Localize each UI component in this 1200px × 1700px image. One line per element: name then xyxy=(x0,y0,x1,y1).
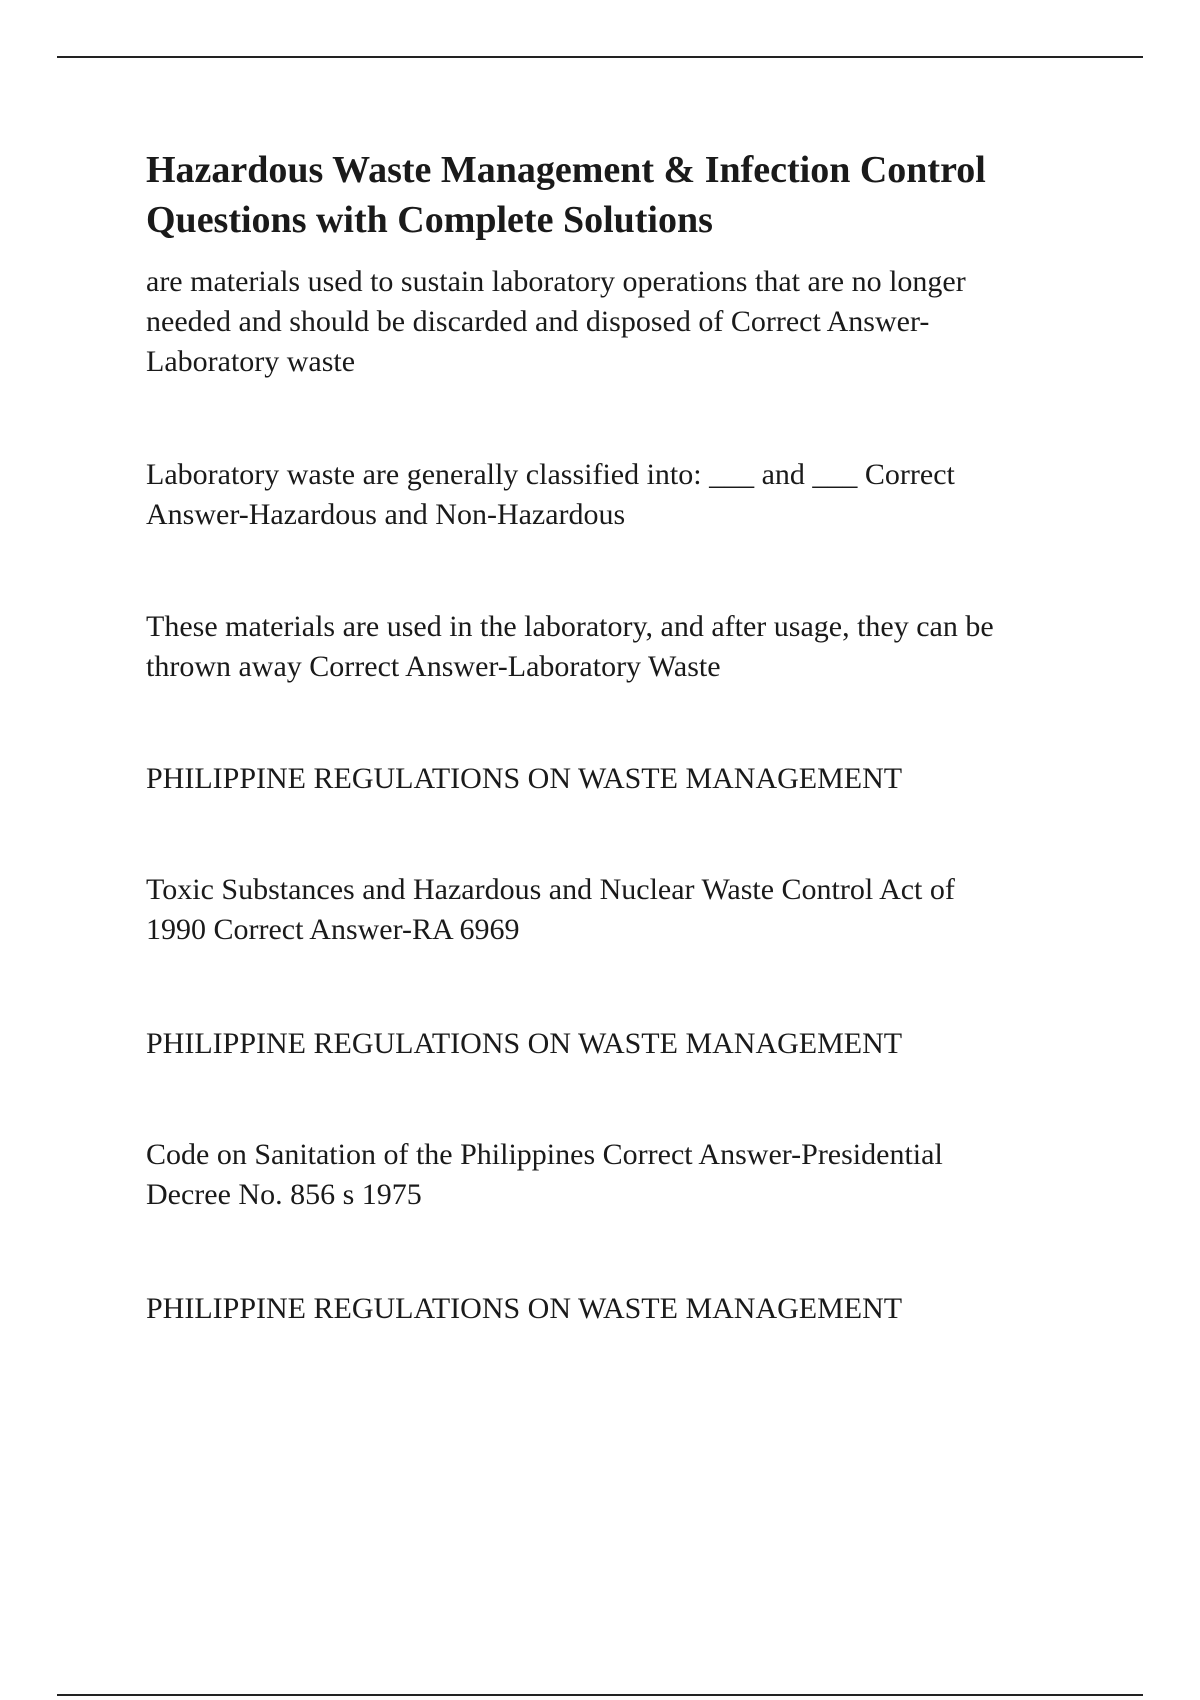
text-line: PHILIPPINE REGULATIONS ON WASTE MANAGEMENT xyxy=(146,1292,903,1325)
text-line: Code on Sanitation of the Philippines Correct Answer-Presidential xyxy=(146,1138,943,1171)
text-line: Toxic Substances and Hazardous and Nuclear Waste Control Act of xyxy=(146,873,955,906)
qa-item-waste-classification xyxy=(146,455,1086,535)
qa-item-laboratory-waste-definition xyxy=(146,262,1086,382)
section-heading-regulations-2 xyxy=(146,1024,1086,1064)
text-line: Answer-Hazardous and Non-Hazardous xyxy=(146,498,626,531)
qa-item-sanitation-code xyxy=(146,1135,1086,1215)
text-line: These materials are used in the laboratory, and after usage, they can be xyxy=(146,610,994,643)
text-line: Decree No. 856 s 1975 xyxy=(146,1178,422,1211)
text-line: thrown away Correct Answer-Laboratory Waste xyxy=(146,650,721,683)
section-heading-regulations-1 xyxy=(146,759,1086,799)
text-line: PHILIPPINE REGULATIONS ON WASTE MANAGEMENT xyxy=(146,762,903,795)
qa-item-ra-6969 xyxy=(146,870,1086,950)
text-line: PHILIPPINE REGULATIONS ON WASTE MANAGEMENT xyxy=(146,1027,903,1060)
section-heading-regulations-3 xyxy=(146,1289,1086,1329)
document-title xyxy=(146,145,1076,245)
text-line: are materials used to sustain laboratory operations that are no longer xyxy=(146,265,966,298)
top-rule xyxy=(57,56,1143,58)
text-line: Laboratory waste xyxy=(146,345,356,378)
bottom-rule xyxy=(57,1694,1143,1696)
title-line-2: Questions with Complete Solutions xyxy=(146,199,713,241)
text-line: 1990 Correct Answer-RA 6969 xyxy=(146,913,520,946)
text-line: Laboratory waste are generally classified into: ___ and ___ Correct xyxy=(146,458,955,491)
text-line: needed and should be discarded and disposed of Correct Answer- xyxy=(146,305,930,338)
title-line-1: Hazardous Waste Management & Infection Control xyxy=(146,149,986,191)
qa-item-laboratory-waste-usage xyxy=(146,607,1086,687)
